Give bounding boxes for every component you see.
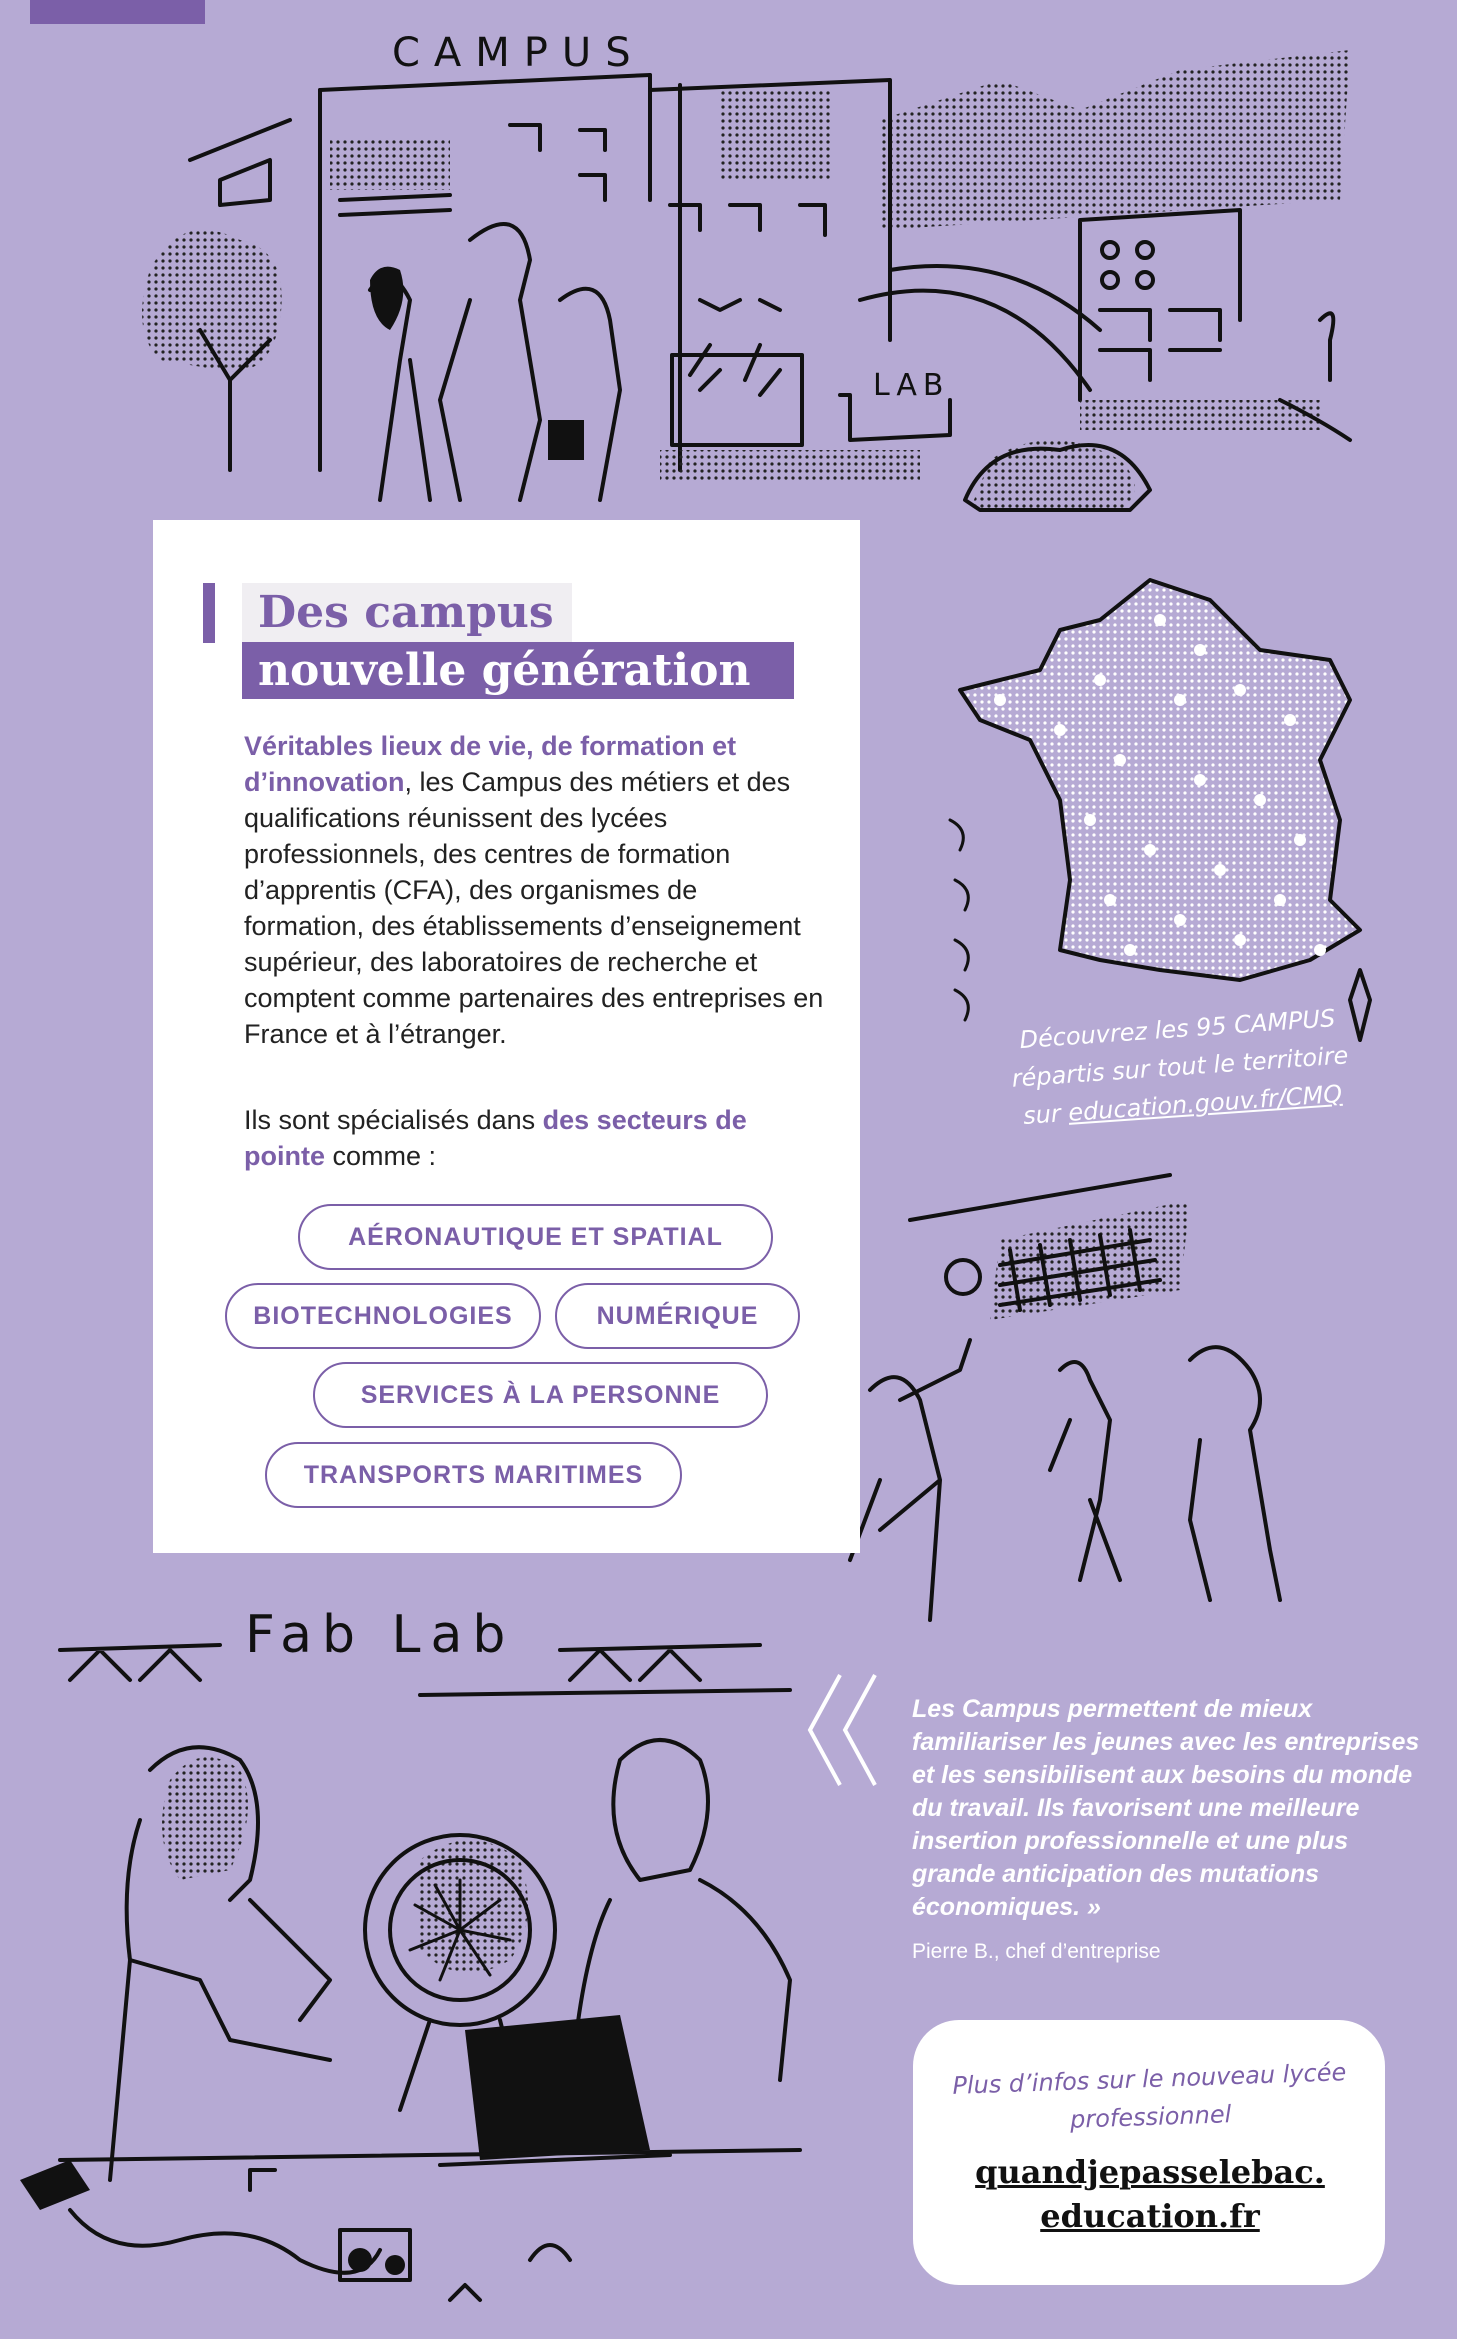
quote-open-icon [810, 1675, 875, 1785]
sector-pill-biotechnologies: BIOTECHNOLOGIES [225, 1283, 541, 1349]
more-info-text: Plus d’infos sur le nouveau lycée professionnel [951, 2058, 1347, 2134]
sectors-highlight: des secteurs de pointe [244, 1105, 747, 1171]
fablab-sign: Fab Lab [245, 1605, 516, 1665]
more-info-link-line2[interactable]: education.fr [1040, 2197, 1260, 2235]
sectors-post: comme : [325, 1141, 437, 1171]
campus-sign: CAMPUS [392, 30, 645, 76]
sectors-pre: Ils sont spécialisés dans [244, 1105, 543, 1135]
fablab-illustration [20, 1645, 800, 2300]
sector-pill-aeronautique: AÉRONAUTIQUE ET SPATIAL [298, 1204, 773, 1270]
map-caption-pre: sur [1022, 1098, 1070, 1131]
sector-pill-services: SERVICES À LA PERSONNE [313, 1362, 768, 1428]
sector-pill-transports: TRANSPORTS MARITIMES [265, 1442, 682, 1508]
card-title-line1: Des campus [242, 583, 572, 643]
card-title-line2: nouvelle génération [242, 642, 794, 699]
sectors-paragraph [244, 1102, 824, 1174]
sector-pill-numerique: NUMÉRIQUE [555, 1283, 800, 1349]
france-map-illustration [950, 580, 1370, 1040]
cmq-link[interactable]: education.gouv.fr/CMQ [1067, 1079, 1344, 1127]
lab-sign: LAB [873, 368, 950, 403]
testimonial-author: Pierre B., chef d’entreprise [912, 1940, 1161, 1963]
testimonial-quote: Les Campus permettent de mieux familiariser les jeunes avec les entreprises et les sensibilisent aux besoins du monde du travail. Ils favorisent une meilleure insertion professionnelle et une plus grande anticipation des mutations économiques. » [912, 1695, 1420, 1921]
map-caption-line1: Découvrez les 95 CAMPUS [1018, 1004, 1337, 1055]
map-caption-line2: répartis sur tout le territoire [1010, 1041, 1350, 1093]
more-info-link-line1[interactable]: quandjepasselebac. [975, 2153, 1325, 2191]
sports-illustration [850, 1175, 1280, 1620]
campus-illustration [142, 50, 1350, 510]
card-intro-paragraph [244, 728, 824, 1052]
intro-text: , les Campus des métiers et des qualifications réunissent des lycées professionnels, des centres de formation d’apprentis (CFA), des organismes de formation, des établissements d’enseignement supérieur, des laboratoires de recherche et comptent comme partenaires des entreprises en France et à l’étranger. [244, 767, 824, 1049]
more-info-link[interactable] [940, 2150, 1360, 2238]
intro-highlight: Véritables lieux de vie, de formation et d’innovation [244, 731, 737, 797]
title-accent-bar [203, 583, 215, 643]
